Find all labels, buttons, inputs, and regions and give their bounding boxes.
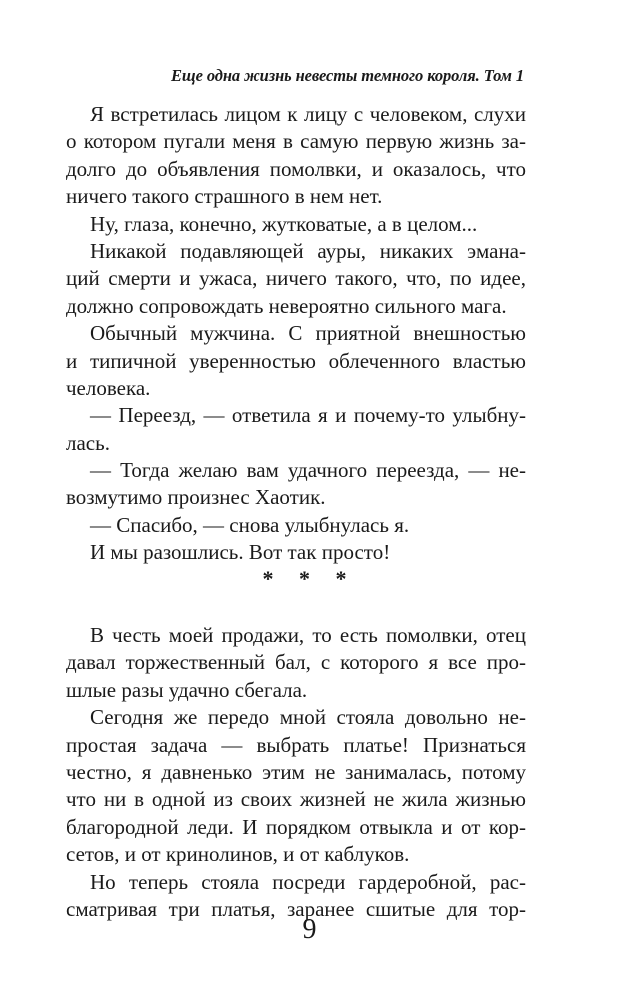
text-line: В честь моей продажи, то есть помолвки, отец [90, 623, 526, 647]
text-line: Сегодня же передо мной стояла довольно не- [90, 705, 526, 730]
text-line: что ни в одной из своих жизней не жила жизнью [66, 787, 526, 812]
paragraph [66, 238, 526, 320]
paragraph [66, 512, 526, 539]
text-line: и типичной уверенностью облеченного властью [66, 348, 526, 373]
text-line: возмутимо произнес Хаотик. [66, 485, 326, 510]
text-line: давал торжественный бал, с которого я все про- [66, 650, 526, 675]
text-line: сматривая три платья, заранее сшитые для тор- [66, 896, 526, 921]
text-line: Никакой подавляющей ауры, никаких эмана- [90, 238, 526, 263]
text-line: благородной леди. И порядком отвыкла и от кор- [66, 814, 526, 839]
text-line: долго до объявления помолвки, и оказалось, что [66, 156, 526, 181]
text-line: должно сопровождать невероятно сильного мага. [66, 293, 507, 318]
text-block-1 [66, 101, 526, 567]
text-line: ничего такого страшного в нем нет. [66, 184, 383, 209]
text-line: ций смерти и ужаса, ничего такого, что, по идее, [66, 266, 526, 291]
text-line: Ну, глаза, конечно, жутковатые, а в целом... [90, 211, 478, 236]
paragraph [66, 622, 526, 704]
text-line: Но теперь стояла посреди гардеробной, рас- [90, 869, 526, 894]
paragraph [66, 539, 526, 566]
text-line: о котором пугали меня в самую первую жизнь за- [66, 129, 526, 154]
paragraph [66, 457, 526, 512]
paragraph [66, 704, 526, 868]
text-line: шлые разы удачно сбегала. [66, 677, 308, 702]
paragraph [66, 211, 526, 238]
text-line: — Спасибо, — снова улыбнулась я. [90, 512, 410, 537]
running-header: Еще одна жизнь невесты темного короля. Том 1 [171, 66, 524, 85]
text-line: человека. [66, 375, 151, 400]
paragraph [66, 101, 526, 211]
text-block-2 [66, 622, 526, 923]
text-line: простая задача — выбрать платье! Признаться [66, 732, 526, 757]
paragraph [66, 320, 526, 402]
text-line: Обычный мужчина. С приятной внешностью [90, 321, 526, 346]
text-line: И мы разошлись. Вот так просто! [90, 540, 391, 565]
text-line: — Тогда желаю вам удачного переезда, — не- [90, 458, 526, 483]
page-number: 9 [302, 914, 317, 945]
text-line: Я встретилась лицом к лицу с человеком, слухи [90, 102, 526, 126]
text-line: честно, я давненько этим не занималась, потому [66, 759, 526, 784]
text-line: — Переезд, — ответила я и почему-то улыбну- [90, 403, 526, 428]
text-line: лась. [66, 430, 110, 455]
paragraph [66, 402, 526, 457]
text-line: сетов, и от кринолинов, и от каблуков. [66, 842, 410, 867]
section-separator: * * * [262, 566, 357, 591]
